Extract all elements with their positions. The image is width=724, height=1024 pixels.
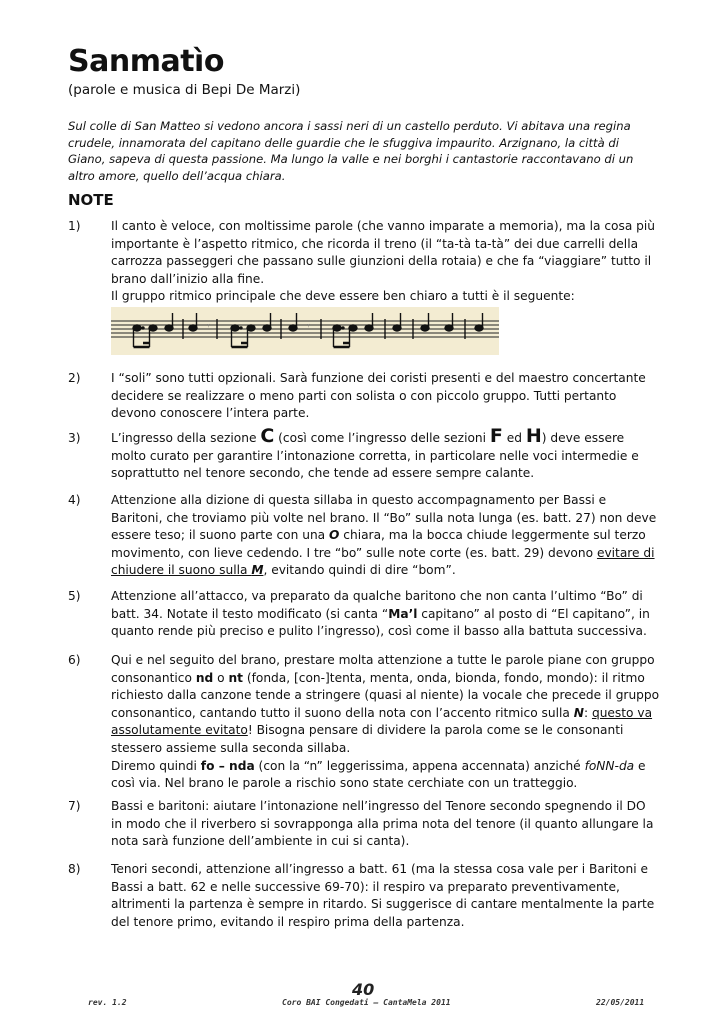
text-run: (con la “n” leggerissima, appena accennata) anziché	[254, 758, 585, 773]
page-subtitle: (parole e musica di Bepi De Marzi)	[68, 82, 301, 98]
bold-text: Ma’l	[388, 606, 418, 621]
page-title: Sanmatìo	[68, 44, 224, 79]
note-text	[111, 758, 660, 793]
section-letter-c: C	[260, 425, 275, 447]
emphasis-o: O	[329, 528, 340, 543]
page-number: 40	[352, 980, 375, 999]
note-text: Il gruppo ritmico principale che deve essere ben chiaro a tutti è il seguente:	[111, 289, 575, 304]
note-item-4	[68, 492, 660, 580]
note-text: I “soli” sono tutti opzionali. Sarà funzione dei coristi presenti e del maestro concertante decidere se realizzare o meno parti con solista o con piccolo gruppo. Tutti pertanto devono conoscere l’intera parte.	[111, 371, 646, 421]
text-run: (fonda, [con-]tenta, menta, onda, bionda, fondo, mondo): il ritmo richiesto dalla canzone tende a stringere (quasi al niente) la vocale che precede il gruppo consonantico, cantando tutto il suono della nota con l’accento ritmico sulla	[111, 670, 660, 720]
intro-paragraph: Sul colle di San Matteo si vedono ancora i sassi neri di un castello perduto. Vi abitava una regina crudele, innamorata del capitano delle guardie che le sfuggiva impaurito. Arzignano, la città di Giano, sapeva di questa passione. Ma lungo la valle e nei borghi i cantastorie raccontavano di un altro amore, quello dell’acqua chiara.	[68, 119, 634, 183]
note-number: 8)	[68, 862, 81, 876]
note-number: 4)	[68, 493, 81, 507]
text-run: (così come l’ingresso delle sezioni	[274, 431, 490, 445]
note-number: 5)	[68, 589, 81, 603]
note-number: 7)	[68, 799, 81, 813]
text-run: e così via. Nel brano le parole a rischio sono state cerchiate con un tratteggio.	[111, 758, 646, 791]
text-run: capitano” al posto di “El capitano”, in quanto rende più preciso e pulito l’ingresso), così come il basso alla battuta successiva.	[111, 606, 650, 639]
text-run: Qui e nel seguito del brano, prestare molta attenzione a tutte le parole piane con gruppo consonantico	[111, 653, 655, 685]
text-run: ! Bisogna pensare di dividere la parola come se le consonanti stessero assieme sulla seconda sillaba.	[111, 723, 624, 755]
note-text	[111, 588, 660, 641]
svg-text:𝄾: 𝄾	[207, 321, 210, 332]
note-item-1	[68, 218, 660, 306]
note-item-7	[68, 798, 660, 851]
text-run: chiara, ma la bocca chiude leggermente sul terzo movimento, con lieve cedendo. I tre “bo” sulle note corte (es. batt. 29) devono	[111, 528, 646, 560]
text-run: evitare di chiudere il suono sulla	[111, 545, 655, 578]
text-run: L’ingresso della sezione	[111, 431, 261, 445]
underlined-text: questo va assolutamente evitato	[111, 705, 653, 738]
footer-date: 22/05/2011	[596, 998, 645, 1007]
section-letter-h: H	[525, 425, 542, 447]
text-run: :	[583, 705, 592, 720]
note-number: 6)	[68, 653, 81, 667]
note-number: 1)	[68, 219, 81, 233]
text-run: ed	[502, 431, 526, 445]
text-run: o	[213, 670, 229, 685]
note-number: 2)	[68, 371, 81, 385]
text-run: Attenzione all’attacco, va preparato da qualche baritono che non canta l’ultimo “Bo” di batt. 34. Notate il testo modificato (si canta “	[111, 589, 643, 621]
italic-text: foNN-da	[584, 758, 635, 773]
note-item-8	[68, 861, 660, 931]
footer-revision: rev. 1.2	[88, 998, 127, 1007]
note-text	[111, 492, 660, 580]
svg-text:𝄾: 𝄾	[307, 321, 310, 332]
note-item-2	[68, 370, 660, 423]
note-text: Il canto è veloce, con moltissime parole (che vanno imparate a memoria), ma la cosa più importante è l’aspetto ritmico, che ricorda il treno (il “ta-tà ta-tà” dei due carrelli della carrozza passeggeri che passano sulle giunzioni della rotaia) e che fa “viaggiare” tutto il brano dall’inizio alla fine.	[111, 219, 656, 286]
text-run: ) deve essere molto curato per garantire l’intonazione corretta, in particolare nelle voci intermedie e soprattutto nel tenore secondo, che tende ad essere sempre calante.	[111, 431, 639, 481]
note-number: 3)	[68, 431, 81, 445]
note-text: Bassi e baritoni: aiutare l’intonazione nell’ingresso del Tenore secondo spegnendo il DO in modo che il riverbero si sovrapponga alla prima nota del tenore (il quanto allungare la nota sarà funzione dell’ambiente in cui si canta).	[111, 799, 654, 849]
emphasis-n: N	[573, 705, 584, 720]
note-item-6	[68, 652, 660, 793]
bold-text: nd	[195, 670, 214, 685]
bold-text: nt	[228, 670, 243, 685]
text-run: Attenzione alla dizione di questa sillaba in questo accompagnamento per Bassi e Baritoni, che troviamo più volte nel brano. Il “Bo” sulla nota lunga (es. batt. 27) non deve essere teso; il suono parte con una	[111, 493, 657, 543]
note-item-5	[68, 588, 660, 641]
rhythm-figure	[111, 307, 499, 355]
section-letter-f: F	[489, 425, 503, 447]
rhythm-notation-image	[111, 307, 499, 355]
emphasis-m: M	[251, 563, 264, 578]
note-item-3	[68, 425, 660, 483]
note-text	[111, 425, 660, 483]
note-text: Tenori secondi, attenzione all’ingresso a batt. 61 (ma la stessa cosa vale per i Baritoni e Bassi a batt. 62 e nelle successive 69-70): il respiro va preparato preventivamente, altrimenti la partenza è sempre in ritardo. Si suggerisce di cantare mentalmente la parte del tenore primo, evitando il respiro prima della partenza.	[111, 862, 655, 929]
bold-text: fo – nda	[200, 758, 255, 773]
text-run: Diremo quindi	[111, 758, 201, 773]
text-run: , evitando quindi di dire “bom”.	[263, 563, 456, 578]
notes-heading: NOTE	[68, 191, 114, 209]
note-text	[111, 652, 660, 758]
footer-center: Coro BAI Congedati – CantaMela 2011	[282, 998, 451, 1007]
